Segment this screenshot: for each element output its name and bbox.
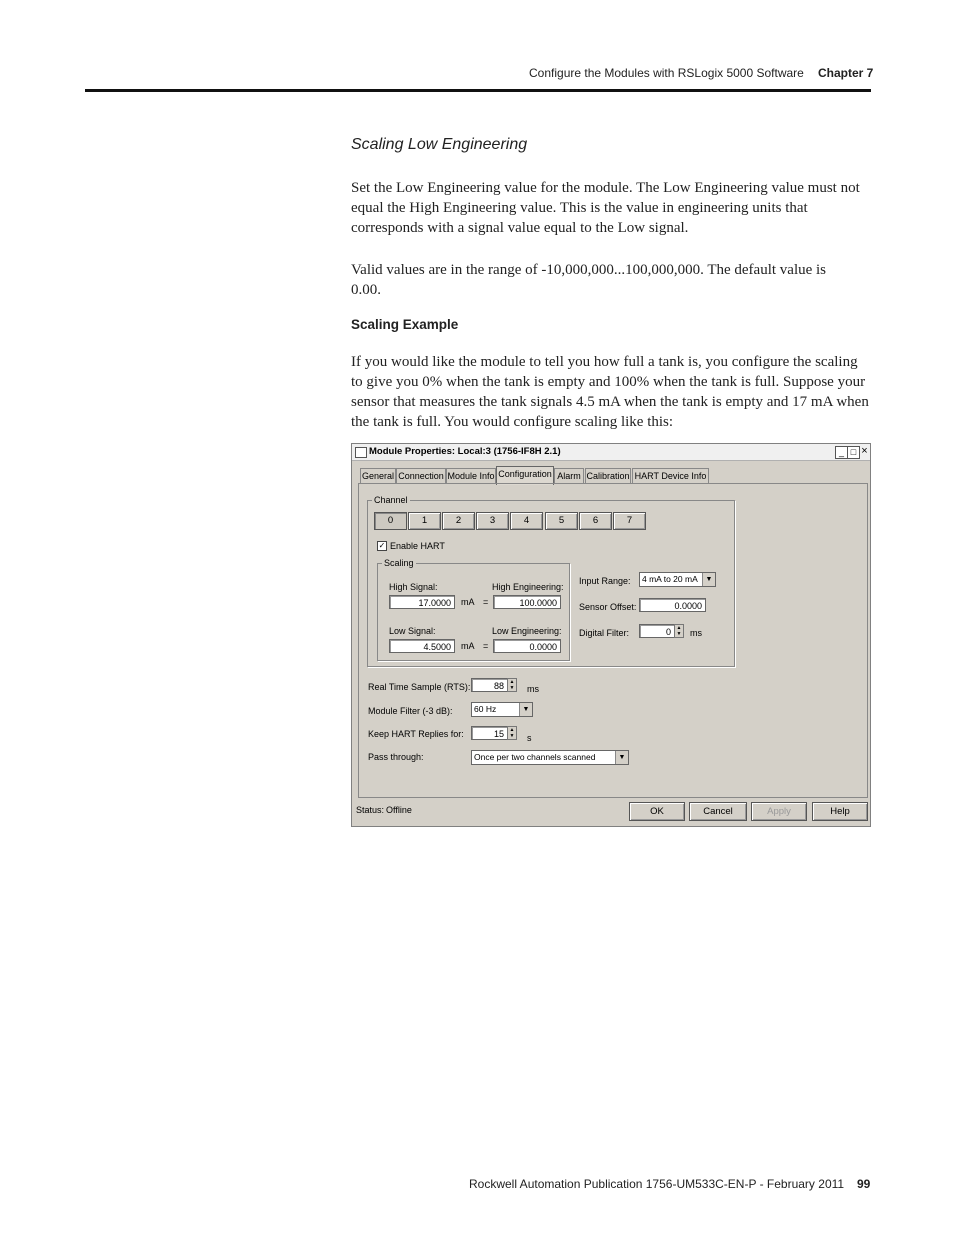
channel-button-0[interactable]: 0 <box>374 512 407 530</box>
chapter-label: Chapter 7 <box>818 66 874 80</box>
close-icon[interactable]: × <box>861 445 868 457</box>
tab-module-info[interactable]: Module Info <box>446 468 496 484</box>
channel-button-4[interactable]: 4 <box>510 512 543 530</box>
tab-alarm[interactable]: Alarm <box>554 468 584 484</box>
high-engineering-label: High Engineering: <box>492 582 564 592</box>
tab-connection[interactable]: Connection <box>396 468 446 484</box>
paragraph-example: If you would like the module to tell you how full a tank is, you configure the scaling to give you 0% when the tank is empty and 100% when the tank is full. Suppose your sensor that measures the tank signals 4.5 mA when the tank is empty and 17 mA when the tank is full. You would configure scaling like this: <box>351 354 869 430</box>
dialog-title: Module Properties: Local:3 (1756-IF8H 2.1) <box>369 446 561 457</box>
minimize-icon[interactable]: _ <box>835 446 848 459</box>
module-properties-dialog <box>351 443 871 827</box>
tab-calibration[interactable]: Calibration <box>585 468 631 484</box>
high-signal-label: High Signal: <box>389 582 438 592</box>
module-filter-value: 60 Hz <box>474 704 497 714</box>
high-equals-sign: = <box>483 597 489 607</box>
sensor-offset-input[interactable]: 0.0000 <box>639 598 706 612</box>
low-signal-label: Low Signal: <box>389 626 436 636</box>
subheading: Scaling Example <box>351 317 459 332</box>
pass-through-label: Pass through: <box>368 752 424 762</box>
input-range-value: 4 mA to 20 mA <box>642 574 698 584</box>
section-heading: Scaling Low Engineering <box>351 136 528 153</box>
high-signal-unit: mA <box>461 597 475 607</box>
header-rule <box>85 89 871 92</box>
spinner-arrows-icon[interactable]: ▲ ▼ <box>507 726 517 740</box>
digital-filter-input[interactable]: 0 <box>639 624 675 638</box>
scaling-group-label: Scaling <box>384 558 414 568</box>
window-icon <box>355 447 367 458</box>
pass-through-select[interactable] <box>471 750 629 765</box>
chevron-down-icon[interactable]: ▼ <box>519 703 532 716</box>
status-value: Offline <box>386 805 412 815</box>
channel-button-2[interactable]: 2 <box>442 512 475 530</box>
page-number: 99 <box>857 1177 871 1191</box>
channel-button-7[interactable]: 7 <box>613 512 646 530</box>
pass-through-value: Once per two channels scanned <box>474 752 596 762</box>
paragraph-low-engineering: Set the Low Engineering value for the module. The Low Engineering value must not equal the High Engineering value. This is the value in engineering units that corresponds with a signal value equal to the Low signal. <box>351 180 860 236</box>
digital-filter-label: Digital Filter: <box>579 628 630 638</box>
footer-publication: Rockwell Automation Publication 1756-UM533C-EN-P - February 2011 <box>469 1177 845 1191</box>
enable-hart-checkbox[interactable]: ✓ <box>378 541 386 550</box>
high-signal-input[interactable]: 17.0000 <box>389 595 455 609</box>
keep-hart-label: Keep HART Replies for: <box>368 729 464 739</box>
module-filter-label: Module Filter (-3 dB): <box>368 706 453 716</box>
help-button[interactable]: Help <box>812 802 868 821</box>
low-engineering-input[interactable]: 0.0000 <box>493 639 561 653</box>
cancel-button[interactable]: Cancel <box>689 802 747 821</box>
ok-button[interactable]: OK <box>629 802 685 821</box>
low-equals-sign: = <box>483 641 489 651</box>
low-signal-input[interactable]: 4.5000 <box>389 639 455 653</box>
chevron-down-icon[interactable]: ▼ <box>702 573 715 586</box>
rts-unit: ms <box>527 684 539 694</box>
spinner-arrows-icon[interactable]: ▲ ▼ <box>507 678 517 692</box>
channel-button-5[interactable]: 5 <box>545 512 578 530</box>
high-engineering-input[interactable]: 100.0000 <box>493 595 561 609</box>
maximize-icon[interactable]: □ <box>847 446 860 459</box>
input-range-select[interactable] <box>639 572 716 587</box>
status-label: Status: <box>356 805 385 815</box>
input-range-label: Input Range: <box>579 576 631 586</box>
module-filter-select[interactable] <box>471 702 533 717</box>
paragraph-valid-values: Valid values are in the range of -10,000,000...100,000,000. The default value is 0.00. <box>351 262 827 298</box>
keep-hart-unit: s <box>527 733 532 743</box>
tab-hart-device-info[interactable]: HART Device Info <box>632 468 709 484</box>
channel-button-1[interactable]: 1 <box>408 512 441 530</box>
dialog-titlebar <box>352 444 870 461</box>
apply-button[interactable]: Apply <box>751 802 807 821</box>
channel-button-6[interactable]: 6 <box>579 512 612 530</box>
tab-configuration[interactable]: Configuration <box>496 466 554 485</box>
tab-general[interactable]: General <box>360 468 396 484</box>
sensor-offset-label: Sensor Offset: <box>579 602 637 612</box>
enable-hart-label: Enable HART <box>390 541 445 551</box>
chevron-down-icon[interactable]: ▼ <box>615 751 628 764</box>
rts-input[interactable]: 88 <box>471 678 508 692</box>
channel-button-3[interactable]: 3 <box>476 512 509 530</box>
keep-hart-input[interactable]: 15 <box>471 726 508 740</box>
rts-label: Real Time Sample (RTS): <box>368 682 471 692</box>
low-engineering-label: Low Engineering: <box>492 626 562 636</box>
channel-group-label: Channel <box>374 495 408 505</box>
running-header: Configure the Modules with RSLogix 5000 Software <box>529 66 804 80</box>
low-signal-unit: mA <box>461 641 475 651</box>
digital-filter-unit: ms <box>690 628 702 638</box>
spinner-arrows-icon[interactable]: ▲ ▼ <box>674 624 684 638</box>
